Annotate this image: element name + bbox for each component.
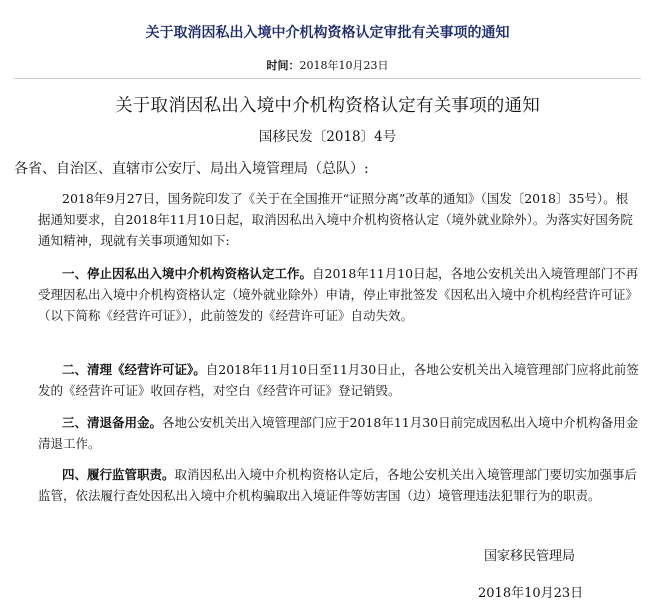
paragraph-body: 2018年9月27日，国务院印发了《关于在全国推开“证照分离”改革的通知》（国发〔2018〕35号）。根据通知要求，自2018年11月10日起，取消因私出入境中介机构资格认定（境外就业除外）。为落实好国务院通知精神，现就有关事项通知如下: — [38, 191, 633, 248]
paragraph-heading: 三、清退备用金。 — [62, 415, 163, 430]
publish-time — [0, 57, 655, 73]
paragraph-heading: 四、履行监管职责。 — [62, 467, 175, 482]
paragraph-heading: 二、清理《经营许可证》。 — [62, 362, 206, 377]
document-number: 国移民发〔2018〕4号 — [258, 129, 397, 145]
paragraph-body: 取消因私出入境中介机构资格认定后，各地公安机关出入境管理部门要切实加强事后监管，依法履行查处因私出入境中介机构骗取出入境证件等妨害国（边）境管理违法犯罪行为的职责。 — [38, 467, 638, 503]
time-label: 时间： — [266, 59, 300, 72]
paragraph-body: 自2018年11月10日起，各地公安机关出入境管理部门不再受理因私出入境中介机构资格认定（境外就业除外）申请，停止审批签发《因私出入境中介机构经营许可证》（以下简称《经营许可证》），此前签发的《经营许可证》自动失效。 — [38, 266, 639, 323]
page-title: 关于取消因私出入境中介机构资格认定审批有关事项的通知 — [145, 25, 510, 41]
header-divider — [14, 78, 641, 79]
paragraph-item-2 — [38, 359, 640, 401]
paragraph-intro — [38, 188, 640, 251]
paragraph-item-4 — [38, 464, 640, 506]
signature-date: 2018年10月23日 — [478, 586, 584, 601]
document-title: 关于取消因私出入境中介机构资格认定有关事项的通知 — [115, 96, 540, 116]
paragraph-body: 自2018年11月10日至11月30日止，各地公安机关出入境管理部门应将此前签发的《经营许可证》收回存档，对空白《经营许可证》登记销毁。 — [38, 362, 639, 398]
paragraph-item-3 — [38, 412, 640, 454]
paragraph-heading: 一、停止因私出入境中介机构资格认定工作。 — [62, 266, 313, 281]
signature-issuer: 国家移民管理局 — [484, 549, 576, 564]
paragraph-body: 各地公安机关出入境管理部门应于2018年11月30日前完成因私出入境中介机构备用金清退工作。 — [38, 415, 639, 451]
time-value: 2018年10月23日 — [299, 59, 389, 72]
paragraph-item-1 — [38, 263, 640, 326]
salutation: 各省、自治区、直辖市公安厅、局出入境管理局（总队）: — [14, 161, 369, 177]
